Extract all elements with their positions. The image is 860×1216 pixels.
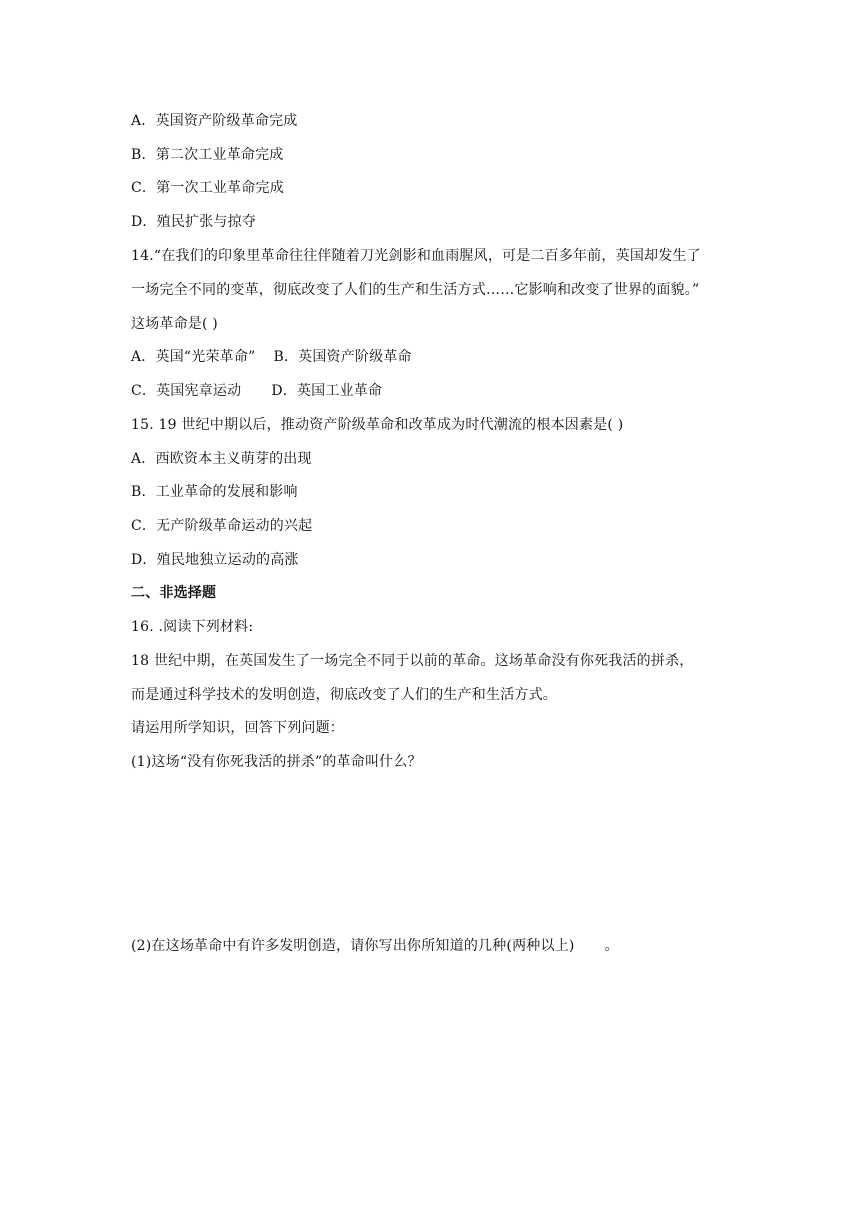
q14-option-c: C．英国宪章运动 <box>131 383 242 399</box>
q16-intro: 16. .阅读下列材料: <box>131 619 254 635</box>
q15-option-d: D．殖民地独立运动的高涨 <box>131 552 299 568</box>
q14-stem-line-3: 这场革命是( ) <box>131 316 218 332</box>
q15-option-b: B．工业革命的发展和影响 <box>131 484 298 500</box>
q13-option-a: A．英国资产阶级革命完成 <box>131 113 298 129</box>
q15-stem: 15. 19 世纪中期以后，推动资产阶级革命和改革成为时代潮流的根本因素是( ) <box>131 417 624 433</box>
q15-option-c: C．无产阶级革命运动的兴起 <box>131 518 313 534</box>
q14-stem-line-1: 14.“在我们的印象里革命往往伴随着刀光剑影和血雨腥风，可是二百多年前，英国却发生了 <box>131 248 701 264</box>
q13-option-b: B．第二次工业革命完成 <box>131 147 284 163</box>
q15-option-a: A．西欧资本主义萌芽的出现 <box>131 451 312 467</box>
q14-options-row-2 <box>131 381 382 401</box>
q16-instruction: 请运用所学知识，回答下列问题： <box>131 720 344 736</box>
q14-options-row-1 <box>131 347 412 367</box>
q16-subquestion-2-text: (2)在这场革命中有许多发明创造，请你写出你所知道的几种(两种以上) <box>131 938 575 954</box>
q16-material-line-1: 18 世纪中期，在英国发生了一场完全不同于以前的革命。这场革命没有你死我活的拼杀， <box>131 653 694 669</box>
q16-material-line-2: 而是通过科学技术的发明创造，彻底改变了人们的生产和生活方式。 <box>131 687 557 703</box>
section-heading-non-choice: 二、非选择题 <box>131 585 217 601</box>
q16-subquestion-2 <box>131 936 619 956</box>
q16-subquestion-2-end: 。 <box>604 938 619 954</box>
q14-stem-line-2: 一场完全不同的变革，彻底改变了人们的生产和生活方式……它影响和改变了世界的面貌。” <box>131 282 700 298</box>
q14-option-a: A．英国“光荣革命” <box>131 349 256 365</box>
q16-subquestion-1: (1)这场“没有你死我活的拼杀”的革命叫什么？ <box>131 754 422 770</box>
q13-option-c: C．第一次工业革命完成 <box>131 180 284 196</box>
q13-option-d: D．殖民扩张与掠夺 <box>131 214 257 230</box>
q14-option-d: D．英国工业革命 <box>271 383 383 399</box>
q14-option-b: B．英国资产阶级革命 <box>273 349 412 365</box>
